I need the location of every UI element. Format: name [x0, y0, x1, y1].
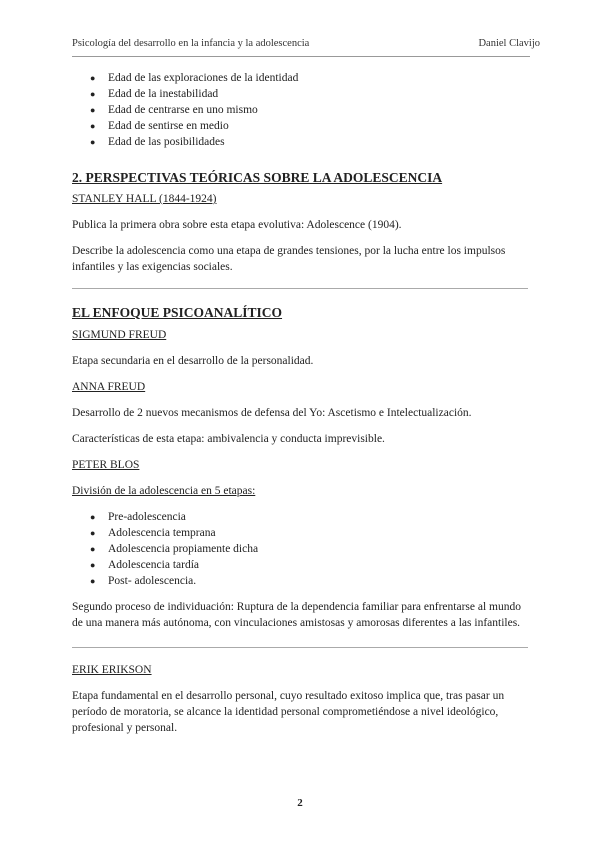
bullet-icon: ●	[90, 528, 96, 538]
anna-freud-text-1: Desarrollo de 2 nuevos mecanismos de defensa del Yo: Ascetismo e Intelectualización.	[72, 407, 472, 419]
peter-blos-subheading: División de la adolescencia en 5 etapas:	[72, 485, 256, 497]
list-item: ● Edad de las exploraciones de la identidad	[90, 72, 299, 84]
bullet-list-ages	[72, 70, 528, 150]
header-author: Daniel Clavijo	[478, 38, 540, 49]
bullet-icon: ●	[90, 137, 96, 147]
list-item: ● Edad de centrarse en uno mismo	[90, 104, 258, 116]
list-item: ● Edad de sentirse en medio	[90, 120, 229, 132]
list-item: ● Post- adolescencia.	[90, 575, 197, 587]
list-item: ● Adolescencia propiamente dicha	[90, 543, 259, 555]
bullet-icon: ●	[90, 512, 96, 522]
list-item: ● Edad de las posibilidades	[90, 136, 225, 148]
bullet-icon: ●	[90, 73, 96, 83]
bullet-list-stages	[72, 509, 528, 589]
psychoanalytic-title: EL ENFOQUE PSICOANALÍTICO	[72, 305, 283, 320]
peter-blos-text: Segundo proceso de individuación: Ruptura de la dependencia familiar para enfrentarse al mundo de una manera más autónoma, con vinculaciones amistosas y amorosas diferentes a las infantiles.	[72, 601, 521, 629]
anna-freud-heading: ANNA FREUD	[72, 381, 146, 393]
list-item: ● Adolescencia tardía	[90, 559, 199, 571]
bullet-icon: ●	[90, 560, 96, 570]
list-item: ● Pre-adolescencia	[90, 511, 186, 523]
bullet-icon: ●	[90, 121, 96, 131]
peter-blos-heading: PETER BLOS	[72, 459, 140, 471]
list-item: ● Adolescencia temprana	[90, 527, 216, 539]
freud-text: Etapa secundaria en el desarrollo de la personalidad.	[72, 355, 314, 367]
page-content	[72, 60, 528, 736]
erikson-text: Etapa fundamental en el desarrollo personal, cuyo resultado exitoso implica que, tras pasar un período de moratoria, se alcance la identidad personal comprometiéndose a nivel ideológico, profesional y personal.	[72, 690, 505, 734]
bullet-icon: ●	[90, 105, 96, 115]
stanley-hall-text-1: Publica la primera obra sobre esta etapa evolutiva: Adolescence (1904).	[72, 219, 402, 231]
header-divider	[72, 56, 530, 57]
bullet-icon: ●	[90, 544, 96, 554]
header-title: Psicología del desarrollo en la infancia y la adolescencia	[72, 38, 310, 49]
erikson-heading: ERIK ERIKSON	[72, 664, 152, 676]
page-number: 2	[297, 797, 303, 809]
section-divider	[72, 647, 528, 648]
anna-freud-text-2: Características de esta etapa: ambivalencia y conducta imprevisible.	[72, 433, 385, 445]
bullet-icon: ●	[90, 576, 96, 586]
bullet-icon: ●	[90, 89, 96, 99]
freud-heading: SIGMUND FREUD	[72, 329, 167, 341]
stanley-hall-text-2: Describe la adolescencia como una etapa de grandes tensiones, por la lucha entre los impulsos infantiles y las exigencias sociales.	[72, 245, 506, 273]
list-item: ● Edad de la inestabilidad	[90, 88, 219, 100]
section-divider	[72, 288, 528, 289]
section-title: 2. PERSPECTIVAS TEÓRICAS SOBRE LA ADOLESCENCIA	[72, 170, 443, 185]
stanley-hall-heading: STANLEY HALL (1844-1924)	[72, 193, 217, 205]
